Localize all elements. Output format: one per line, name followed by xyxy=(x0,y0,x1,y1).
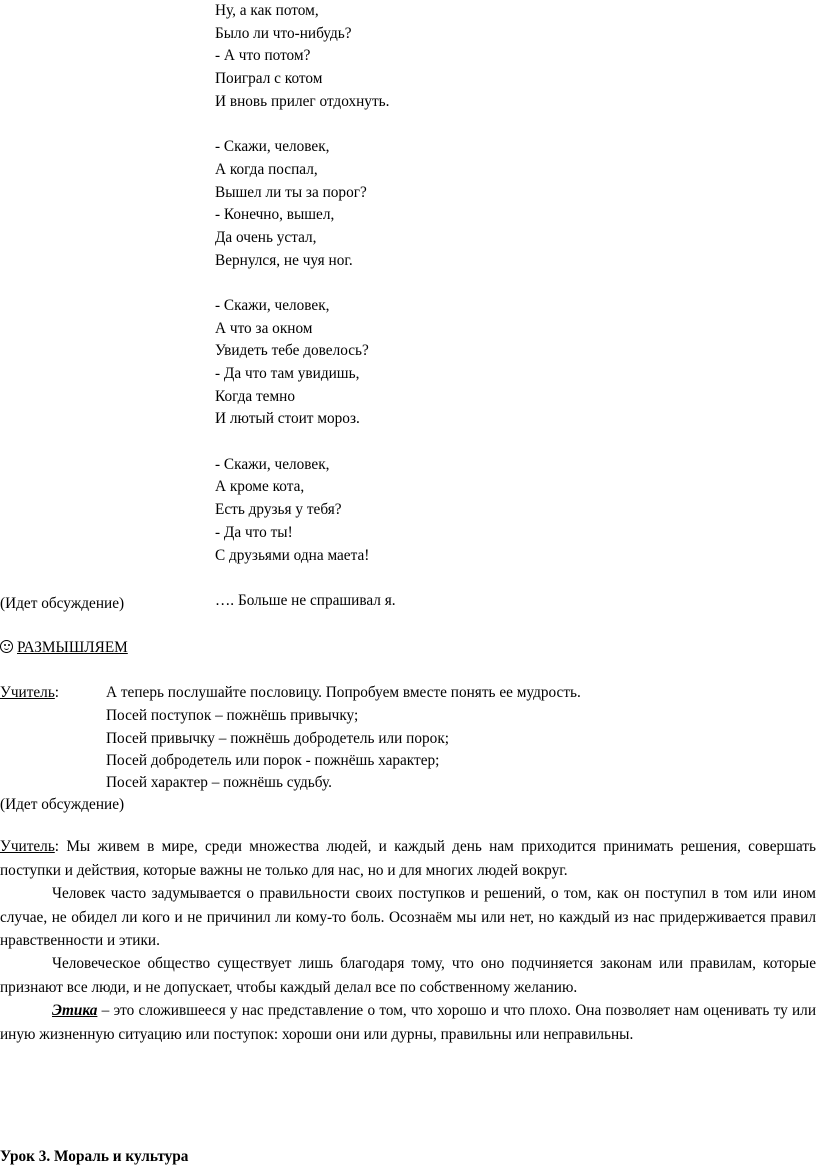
stanza-gap xyxy=(215,113,615,136)
discussion-note: (Идет обсуждение) xyxy=(0,595,125,612)
poem-line: Ну, а как потом, xyxy=(215,2,319,19)
poem-line: Да очень устал, xyxy=(215,228,317,246)
poem-line: А что за окном xyxy=(215,319,313,337)
paragraph: Человек часто задумывается о правильности своих поступков и решений, о том, как он поступил в том или ином случае, не обидел ли кого и не причинил ли кому-то боль. Осознаём мы или нет, но каждый из нас придерживается правил нравственности и этики. xyxy=(0,885,816,949)
poem-line: Поиграл с котом xyxy=(215,70,323,88)
speaker-colon: : xyxy=(54,684,60,701)
teacher-label xyxy=(0,682,59,704)
stanza-gap xyxy=(215,272,615,295)
term-ethics: Этика xyxy=(52,1002,98,1019)
proverb-line: Посей привычку – пожнёшь добродетель или порок; xyxy=(106,730,449,747)
smiley-icon xyxy=(0,640,13,653)
lesson-title: Урок 3. Мораль и культура xyxy=(0,1148,189,1165)
poem-line: Есть друзья у тебя? xyxy=(215,501,342,519)
poem-line: Было ли что-нибудь? xyxy=(215,24,352,42)
poem-line: Когда темно xyxy=(215,387,295,405)
poem-line: Увидеть тебе довелось? xyxy=(215,342,369,360)
poem-line: - Скажи, человек, xyxy=(215,455,330,473)
poem-closing-line: …. Больше не спрашивал я. xyxy=(215,591,396,609)
proverb-line: Посей характер – пожнёшь судьбу. xyxy=(106,774,332,791)
poem-line: - Скажи, человек, xyxy=(215,296,330,314)
stanza-gap xyxy=(215,431,615,454)
proverb-line: Посей поступок – пожнёшь привычку; xyxy=(106,707,359,724)
poem xyxy=(215,0,615,613)
paragraph xyxy=(0,999,816,1046)
poem-line: - Да что там увидишь, xyxy=(215,365,360,382)
teacher-intro: А теперь послушайте пословицу. Попробуем вместе понять ее мудрость. xyxy=(106,684,581,701)
paragraph: Человеческое общество существует лишь благодаря тому, что оно подчиняется законам или правилам, которые признают все люди, и не допускает, чтобы каждый делал все по собственному желанию. xyxy=(0,955,816,996)
section-heading xyxy=(0,637,128,659)
poem-line: Вышел ли ты за порог? xyxy=(215,183,367,201)
poem-line: А когда поспал, xyxy=(215,160,318,178)
paragraph xyxy=(0,835,816,882)
stanza-gap xyxy=(215,567,615,590)
poem-line: - Конечно, вышел, xyxy=(215,206,335,224)
poem-line: - Да что ты! xyxy=(215,523,293,541)
speaker-name: Учитель xyxy=(0,684,55,701)
poem-line: А кроме кота, xyxy=(215,478,305,496)
discussion-note: (Идет обсуждение) xyxy=(0,796,125,813)
paragraph-text: : Мы живем в мире, среди множества людей, и каждый день нам приходится принимать решения, совершать поступки и действия, которые важны не только для нас, но и для многих людей вокруг. xyxy=(0,838,816,879)
poem-line: И лютый стоит мороз. xyxy=(215,410,360,428)
poem-line: И вновь прилег отдохнуть. xyxy=(215,92,390,110)
poem-line: С друзьями одна маета! xyxy=(215,546,370,564)
paragraph-text: – это сложившееся у нас представление о том, что хорошо и что плохо. Она позволяет нам оценивать ту или иную жизненную ситуацию или поступок: хороши они или дурны, правильны или неправильны. xyxy=(0,1002,816,1043)
speaker-name: Учитель xyxy=(0,838,55,855)
poem-line: - А что потом? xyxy=(215,47,311,65)
poem-line: - Скажи, человек, xyxy=(215,138,330,156)
poem-line: Вернулся, не чуя ног. xyxy=(215,251,353,269)
section-heading-text: РАЗМЫШЛЯЕМ xyxy=(17,639,128,656)
proverb-line: Посей добродетель или порок - пожнёшь характер; xyxy=(106,752,440,769)
